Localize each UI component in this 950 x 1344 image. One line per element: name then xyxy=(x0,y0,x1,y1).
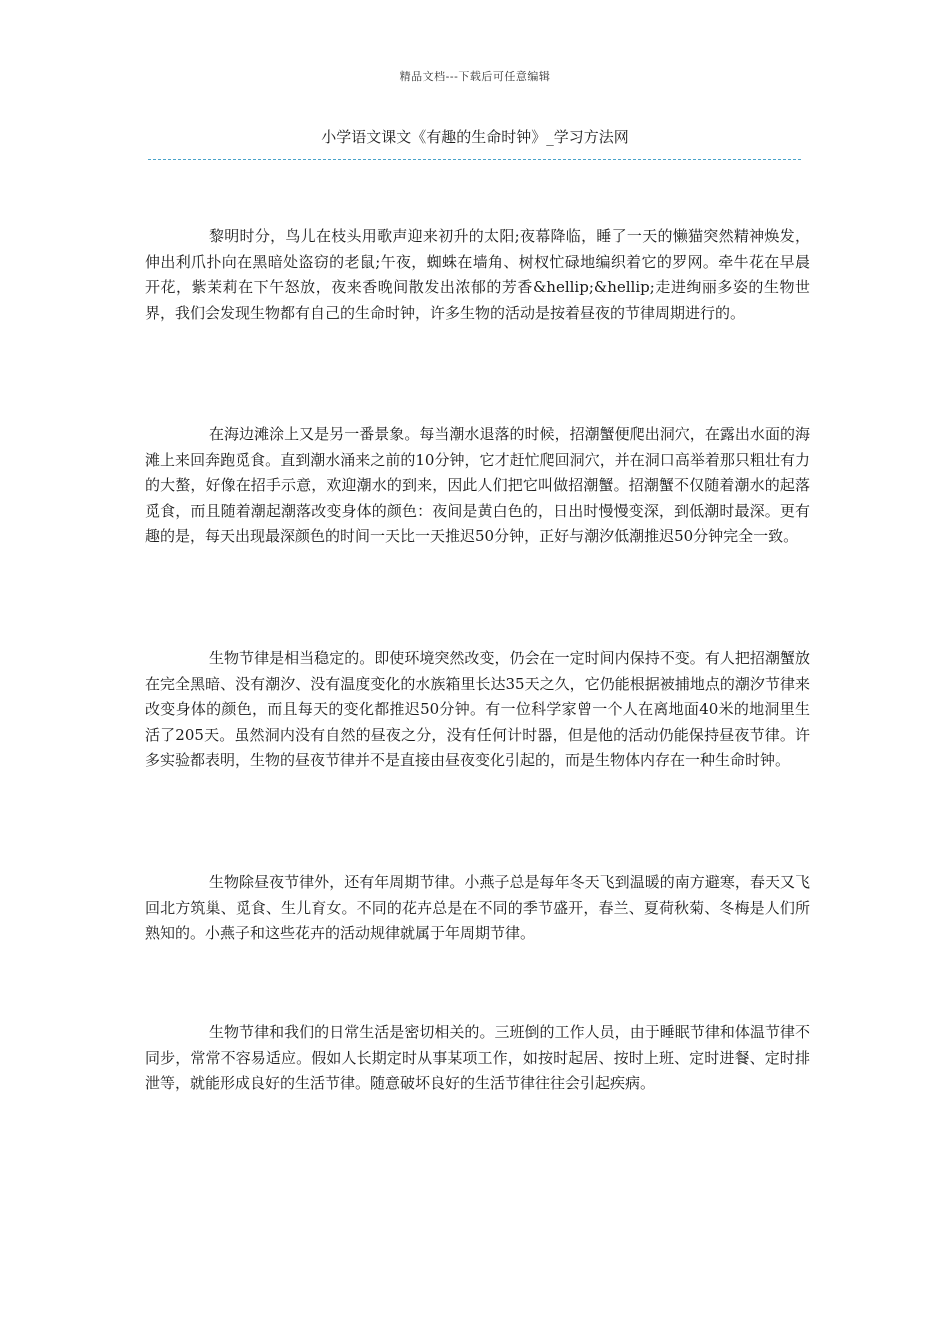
article-title: 小学语文课文《有趣的生命时钟》_学习方法网 xyxy=(321,128,629,146)
header-note: 精品文档---下载后可任意编辑 xyxy=(399,70,551,83)
paragraph-4: 生物除昼夜节律外，还有年周期节律。小燕子总是每年冬天飞到温暖的南方避寒，春天又飞回北方筑巢、觅食、生儿育女。不同的花卉总是在不同的季节盛开，春兰、夏荷秋菊、冬梅是人们所熟知的。小燕子和这些花卉的活动规律就属于年周期节律。 xyxy=(145,873,810,942)
paragraph-5: 生物节律和我们的日常生活是密切相关的。三班倒的工作人员，由于睡眠节律和体温节律不同步，常常不容易适应。假如人长期定时从事某项工作，如按时起居、按时上班、定时进餐、定时排泄等，就能形成良好的生活节律。随意破坏良好的生活节律往往会引起疾病。 xyxy=(145,1023,810,1092)
paragraph-2: 在海边滩涂上又是另一番景象。每当潮水退落的时候，招潮蟹便爬出洞穴，在露出水面的海滩上来回奔跑觅食。直到潮水涌来之前的10分钟，它才赶忙爬回洞穴，并在洞口高举着那只粗壮有力的大螯，好像在招手示意，欢迎潮水的到来，因此人们把它叫做招潮蟹。招潮蟹不仅随着潮水的起落觅食，而且随着潮起潮落改变身体的颜色：夜间是黄白色的，日出时慢慢变深，到低潮时最深。更有趣的是，每天出现最深颜色的时间一天比一天推迟50分钟，正好与潮汐低潮推迟50分钟完全一致。 xyxy=(145,425,810,545)
paragraph-3: 生物节律是相当稳定的。即使环境突然改变，仍会在一定时间内保持不变。有人把招潮蟹放在完全黑暗、没有潮汐、没有温度变化的水族箱里长达35天之久，它仍能根据被捕地点的潮汐节律来改变身体的颜色，而且每天的变化都推迟50分钟。有一位科学家曾一个人在离地面40米的地洞里生活了205天。虽然洞内没有自然的昼夜之分，没有任何计时器，但是他的活动仍能保持昼夜节律。许多实验都表明，生物的昼夜节律并不是直接由昼夜变化引起的，而是生物体内存在一种生命时钟。 xyxy=(145,649,810,769)
paragraph-1: 黎明时分，鸟儿在枝头用歌声迎来初升的太阳;夜幕降临，睡了一天的懒猫突然精神焕发，伸出利爪扑向在黑暗处盗窃的老鼠;午夜，蜘蛛在墙角、树杈忙碌地编织着它的罗网。牵牛花在早晨开花，紫茉莉在下午怒放，夜来香晚间散发出浓郁的芳香&hellip;&hellip;走进绚丽多姿的生物世界，我们会发现生物都有自己的生命时钟，许多生物的活动是按着昼夜的节律周期进行的。 xyxy=(145,227,810,322)
title-divider xyxy=(148,159,801,160)
